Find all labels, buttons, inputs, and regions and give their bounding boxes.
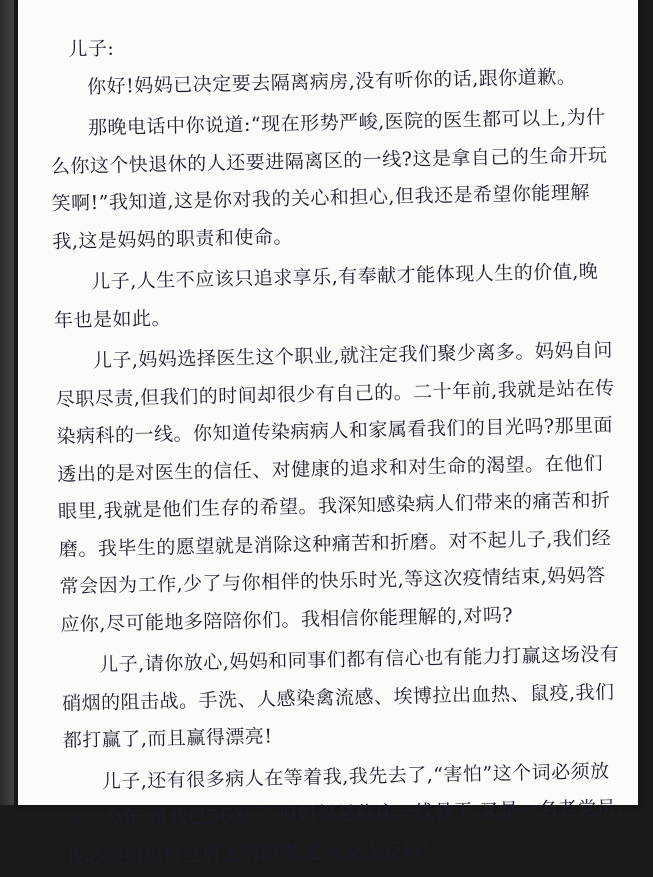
page-edge-shadow <box>0 0 14 805</box>
letter-paragraph: 儿子,还有很多病人在等着我,我先去了,“害怕”这个词必须放下。今年,虽我已56岁了,但妈妈是临床一线骨干,又是一名老党员,我必须担起自己肩上的职责,必须义无反顾! <box>64 759 623 869</box>
handwritten-letter <box>48 20 626 877</box>
letter-paragraph: 儿子,人生不应该只追求享乐,有奉献才能体现人生的价值,晚年也是如此。 <box>53 260 599 332</box>
letter-paragraph: 儿子,请你放心,妈妈和同事们都有信心也有能力打赢这场没有硝烟的阻击战。手洗、人感染禽流感、埃博拉出血热、鼠疫,我们都打赢了,而且赢得漂亮! <box>61 643 620 752</box>
letter-salutation: 儿子: <box>68 37 115 61</box>
letter-paper <box>18 0 638 869</box>
letter-paragraph: 你好!妈妈已决定要去隔离病房,没有听你的话,跟你道歉。 <box>86 65 577 98</box>
letter-paragraph: 儿子,妈妈选择医生这个职业,就注定我们聚少离多。妈妈自问尽职尽责,但我们的时间却很少有自己的。二十年前,我就是站在传染病科的一线。你知道传染病病人和家属看我们的目光吗?那里面透出的是对医生的信任、对健康的追求和对生命的渴望。在他们眼里,我就是他们生存的希望。我深知感染病人们带来的痛苦和折磨。我毕生的愿望就是消除这种痛苦和折磨。对不起儿子,我们经常会因为工作,少了与你相伴的快乐时光,等这次疫情结束,妈妈答应你,尽可能地多陪陪你们。我相信你能理解的,对吗? <box>55 339 615 636</box>
letter-paragraph: 那晚电话中你说道:“现在形势严峻,医院的医生都可以上,为什么你这个快退休的人还要进隔离区的一线?这是拿自己的生命开玩笑啊!”我知道,这是你对我的关心和担心,但我还是希望你能理解我,这是妈妈的职责和使命。 <box>50 106 608 253</box>
